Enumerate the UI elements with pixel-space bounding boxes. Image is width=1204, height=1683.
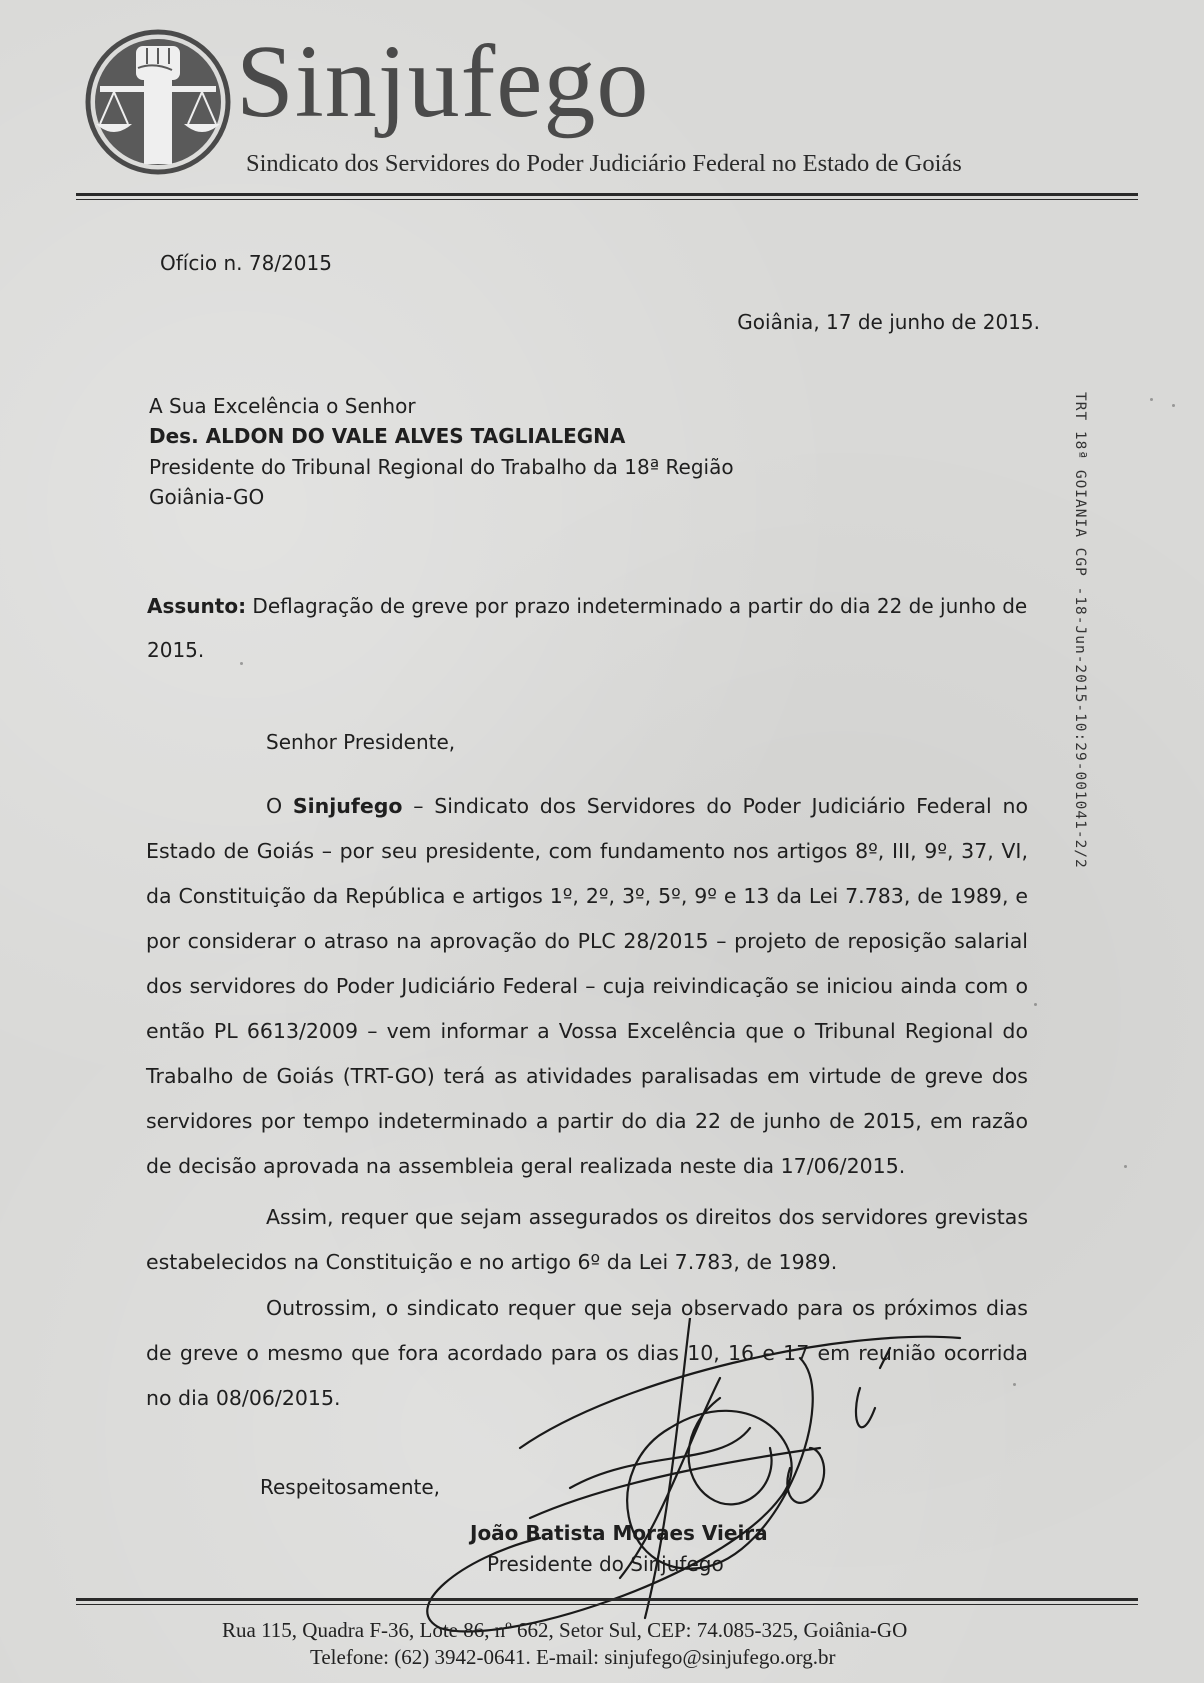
footer-contact: Telefone: (62) 3942-0641. E-mail: sinjufego@sinjufego.org.br xyxy=(310,1645,836,1669)
scan-speck xyxy=(1124,1165,1127,1168)
recipient-city: Goiânia-GO xyxy=(149,485,265,509)
protocol-stamp: TRT 18ª GOIANIA CGP -18-Jun-2015-10:29-001041-2/2 xyxy=(1072,392,1088,869)
paragraph-main-start: O xyxy=(266,794,293,818)
paragraph-rights-text: Assim, requer que sejam assegurados os direitos dos servidores grevistas estabelecidos na Constituição e no artigo 6º da Lei 7.783, de 1989. xyxy=(146,1205,1028,1274)
paragraph-main-rest: – Sindicato dos Servidores do Poder Judiciário Federal no Estado de Goiás – por seu presidente, com fundamento nos artigos 8º, III, 9º, 37, VI, da Constituição da República e artigos 1º, 2º, 3º, 5º, 9º e 13 da Lei 7.783, de 1989, e por considerar o atraso na aprovação do PLC 28/2015 – projeto de reposição salarial dos servidores do Poder Judiciário Federal – cuja reivindicação se iniciou ainda com o então PL 6613/2009 – vem informar a Vossa Excelência que o Tribunal Regional do Trabalho de Goiás (TRT-GO) terá as atividades paralisadas em virtude de greve dos servidores por tempo indeterminado a partir do dia 22 de junho de 2015, em razão de decisão aprovada na assembleia geral realizada neste dia 17/06/2015. xyxy=(146,794,1029,1178)
recipient-salutation: A Sua Excelência o Senhor xyxy=(149,394,416,418)
scan-speck xyxy=(240,662,243,665)
brand-name: Sinjufego xyxy=(236,24,650,139)
paragraph-main xyxy=(146,784,1028,1189)
scan-speck xyxy=(1150,398,1153,401)
recipient-title: Presidente do Tribunal Regional do Trabalho da 18ª Região xyxy=(149,455,734,479)
subject-label: Assunto: xyxy=(147,594,247,618)
footer-rule xyxy=(76,1598,1138,1601)
subject-line xyxy=(147,594,1027,618)
footer-address: Rua 115, Quadra F-36, Lote 86, nº 662, Setor Sul, CEP: 74.085-325, Goiânia-GO xyxy=(222,1618,908,1642)
paragraph-rights xyxy=(146,1195,1028,1285)
scan-speck xyxy=(1013,1383,1016,1386)
document-reference: Ofício n. 78/2015 xyxy=(160,251,332,275)
scan-speck xyxy=(1034,1003,1037,1006)
subject-text: Deflagração de greve por prazo indeterminado a partir do dia 22 de junho de xyxy=(252,594,1028,618)
signer-name: João Batista Moraes Vieira xyxy=(470,1521,768,1545)
subject-line-continued: 2015. xyxy=(147,638,205,662)
paragraph-main-bold: Sinjufego xyxy=(292,794,403,818)
handwritten-signature xyxy=(420,1318,980,1638)
closing: Respeitosamente, xyxy=(260,1475,440,1499)
sinjufego-logo-icon xyxy=(84,28,232,176)
signer-role: Presidente do Sinjufego xyxy=(487,1552,724,1576)
footer-rule-thin xyxy=(76,1604,1138,1605)
greeting: Senhor Presidente, xyxy=(266,730,456,754)
brand-tagline: Sindicato dos Servidores do Poder Judiciário Federal no Estado de Goiás xyxy=(246,150,962,177)
document-date: Goiânia, 17 de junho de 2015. xyxy=(737,310,1040,334)
recipient-name: Des. ALDON DO VALE ALVES TAGLIALEGNA xyxy=(149,424,626,448)
scan-speck xyxy=(1172,404,1175,407)
header-rule-thin xyxy=(76,199,1138,200)
header-rule xyxy=(76,193,1138,196)
paragraph-request-text: Outrossim, o sindicato requer que seja observado para os próximos dias de greve o mesmo que fora acordado para os dias 10, 16 e 17 em reunião ocorrida no dia 08/06/2015. xyxy=(146,1296,1028,1410)
